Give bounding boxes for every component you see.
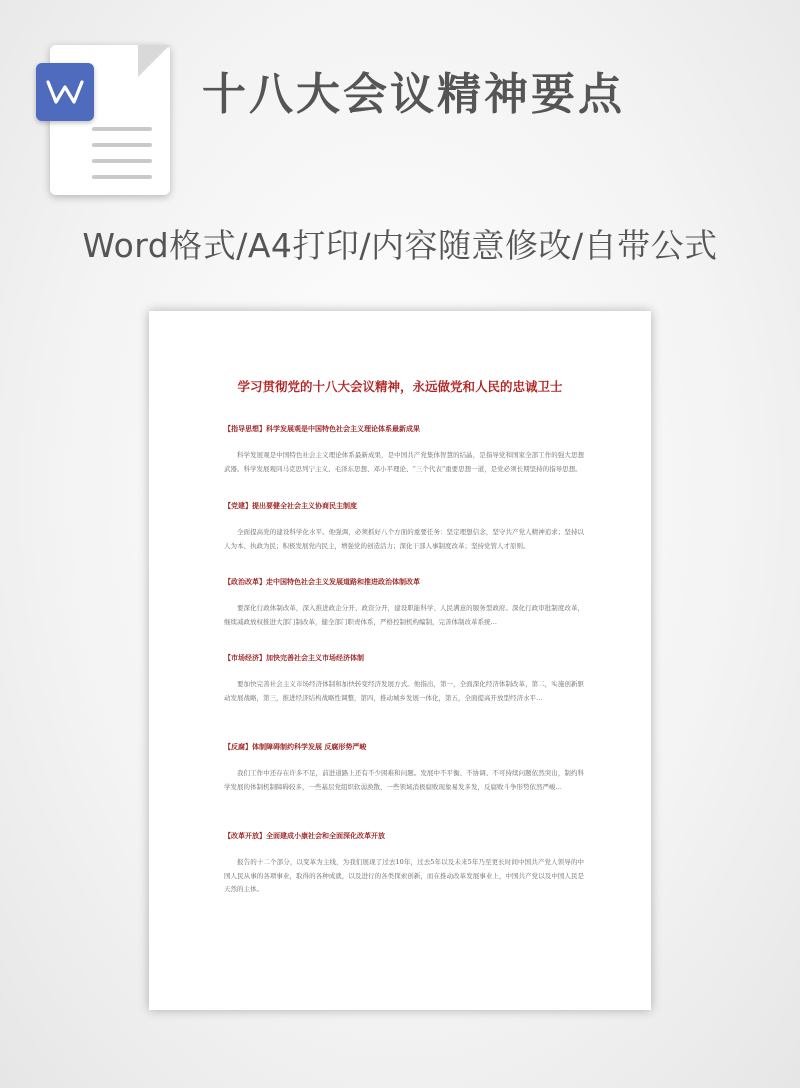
section-heading: 【改革开放】全面建成小康社会和全面深化改革开放 — [224, 832, 385, 840]
section-body: 要加快完善社会主义市场经济体制和加快转变经济发展方式。他指出，第一，全面深化经济体制改革，第二，实施创新驱动发展战略，第三，推进经济结构战略性调整，第四，推动城乡发展一体化，第五，全面提高开放型经济水平… — [224, 680, 584, 702]
document-section — [224, 653, 584, 705]
document-preview — [149, 311, 651, 1010]
document-section — [224, 424, 584, 476]
document-section — [224, 742, 584, 794]
document-title: 学习贯彻党的十八大会议精神，永远做党和人民的忠诚卫士 — [237, 379, 563, 394]
document-section — [224, 577, 584, 629]
document-section — [224, 831, 584, 897]
word-document-icon — [30, 45, 172, 197]
w-letter-icon — [45, 77, 85, 107]
section-heading: 【市场经济】加快完善社会主义市场经济体制 — [224, 654, 364, 662]
section-body: 要深化行政体制改革，深入推进政企分开、政资分开，建设职能科学、人民满意的服务型政府。深化行政审批制度改革，继续减政放权推进大部门制改革，健全部门职责体系，严格控制机构编制，完善体制改革系统… — [224, 604, 584, 626]
section-body: 报告的十二个部分，以变革为主线，为我们展现了过去10年，过去5年以及未来5年乃至更长时间中国共产党人领导的中国人民从事的各项事业，取得的各种成就，以及进行的各类探索创新，而在推动改革发展事业上，中国共产党以及中国人民是天然的主体。 — [224, 858, 584, 893]
text-line — [92, 159, 152, 163]
page-subtitle: Word格式/A4打印/内容随意修改/自带公式 — [82, 226, 718, 265]
text-line — [92, 175, 152, 179]
section-heading: 【反腐】体制障碍制约科学发展 反腐形势严峻 — [224, 743, 367, 751]
section-body: 全面提高党的建设科学化水平。他强调，必须抓好八个方面的重要任务：坚定理想信念，坚守共产党人精神追求；坚持以人为本、执政为民；积极发展党内民主，增强党的创造活力；深化干部人事制度改革；坚持党管人才原则。 — [224, 528, 584, 550]
document-section — [224, 501, 584, 553]
section-heading: 【指导思想】科学发展观是中国特色社会主义理论体系最新成果 — [224, 425, 420, 433]
text-line — [92, 127, 152, 131]
section-heading: 【政治改革】走中国特色社会主义发展道路和推进政治体制改革 — [224, 578, 420, 586]
text-line — [92, 143, 152, 147]
section-heading: 【党建】提出要健全社会主义协商民主制度 — [224, 502, 357, 510]
section-body: 我们工作中还存在许多不足，前进道路上还有不少困难和问题。发展中不平衡、不协调、不可持续问题依然突出，制约科学发展的体制机制障碍较多，一些基层党组织软弱涣散，一些领域消极腐败现象易发多发，反腐败斗争形势依然严峻… — [224, 769, 584, 791]
word-logo-badge — [36, 63, 94, 121]
section-body: 科学发展观是中国特色社会主义理论体系最新成果，是中国共产党集体智慧的结晶，是指导党和国家全部工作的强大思想武器。科学发展观同马克思列宁主义、毛泽东思想、邓小平理论、“三个代表”重要思想一道，是党必须长期坚持的指导思想。 — [224, 451, 584, 473]
page-title: 十八大会议精神要点 — [202, 69, 625, 120]
page-fold — [138, 45, 170, 77]
